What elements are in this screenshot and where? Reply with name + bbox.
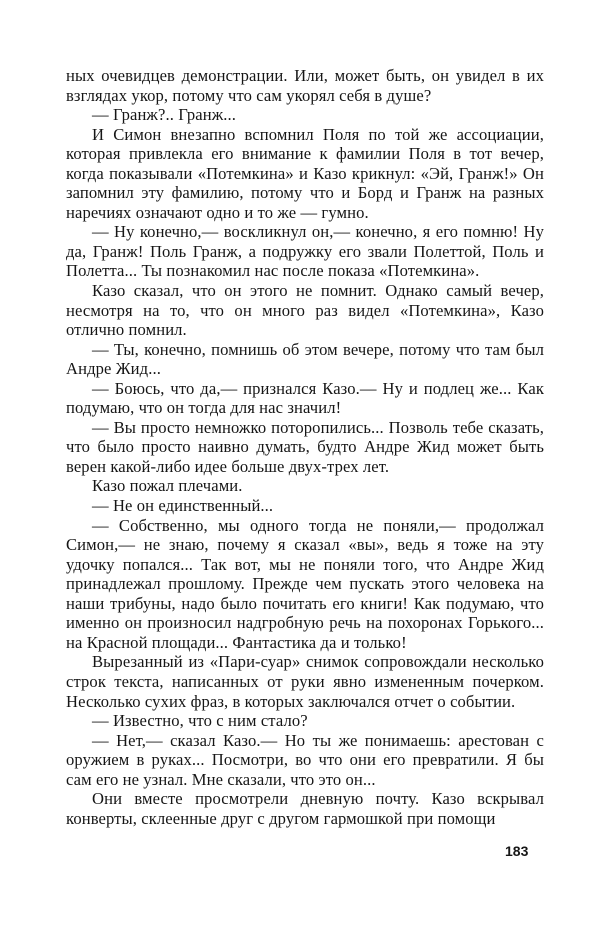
paragraph: — Известно, что с ним стало?	[92, 711, 308, 731]
page-number: 183	[505, 843, 529, 859]
paragraph: ных очевидцев демонстрации. Или, может быть, он увидел в их взглядах укор, потому что сам укорял себя в душе?	[66, 66, 544, 105]
paragraph: — Ну конечно,— воскликнул он,— конечно, я его помню! Ну да, Гранж! Поль Гранж, а подружку его звали Полеттой, Поль и Полетта... Ты познакомил нас после показа «Потемкина».	[66, 222, 544, 281]
paragraph: — Ты, конечно, помнишь об этом вечере, потому что там был Андре Жид...	[66, 339, 544, 379]
paragraph: — Нет,— сказал Казо.— Но ты же понимаешь: арестован с оружием в руках... Посмотри, во что они его превратили. Я бы сам его не узнал. Мне сказали, что это он...	[66, 730, 544, 789]
paragraph: Они вместе просмотрели дневную почту. Казо вскрывал конверты, склеенные друг с другом гармошкой при помощи	[66, 789, 544, 828]
book-page-text	[66, 66, 544, 828]
paragraph: — Боюсь, что да,— признался Казо.— Ну и подлец же... Как подумаю, что он тогда для нас значил!	[66, 378, 544, 418]
paragraph: — Гранж?.. Гранж...	[92, 105, 237, 125]
paragraph: — Собственно, мы одного тогда не поняли,— продолжал Симон,— не знаю, почему я сказал «вы», ведь я тоже на эту удочку попался... Так вот, мы не поняли того, что Андре Жид принадлежал прошлому. Прежде чем пускать этого человека на наши трибуны, надо было почитать его книги! Как подумаю, что именно он произносил надгробную речь на похоронах Горького... на Красной площади... Фантастика да и только!	[66, 515, 544, 652]
paragraph: И Симон внезапно вспомнил Поля по той же ассоциации, которая привлекла его внимание к фамилии Поля в тот вечер, когда показывали «Потемкина» и Казо крикнул: «Эй, Гранж!» Он запомнил эту фамилию, потому что и Борд и Гранж на разных наречиях означают одно и то же — гумно.	[66, 124, 544, 222]
paragraph: — Вы просто немножко поторопились... Позволь тебе сказать, что было просто наивно думать, будто Андре Жид может быть верен какой-либо идее больше двух-трех лет.	[66, 417, 544, 476]
paragraph: — Не он единственный...	[92, 496, 274, 516]
paragraph: Казо пожал плечами.	[92, 476, 243, 496]
paragraph: Вырезанный из «Пари-суар» снимок сопровождали несколько строк текста, написанных от руки явно измененным почерком. Несколько сухих фраз, в которых заключался отчет о событии.	[66, 652, 544, 711]
paragraph: Казо сказал, что он этого не помнит. Однако самый вечер, несмотря на то, что он много раз видел «Потемкина», Казо отлично помнил.	[66, 281, 544, 340]
